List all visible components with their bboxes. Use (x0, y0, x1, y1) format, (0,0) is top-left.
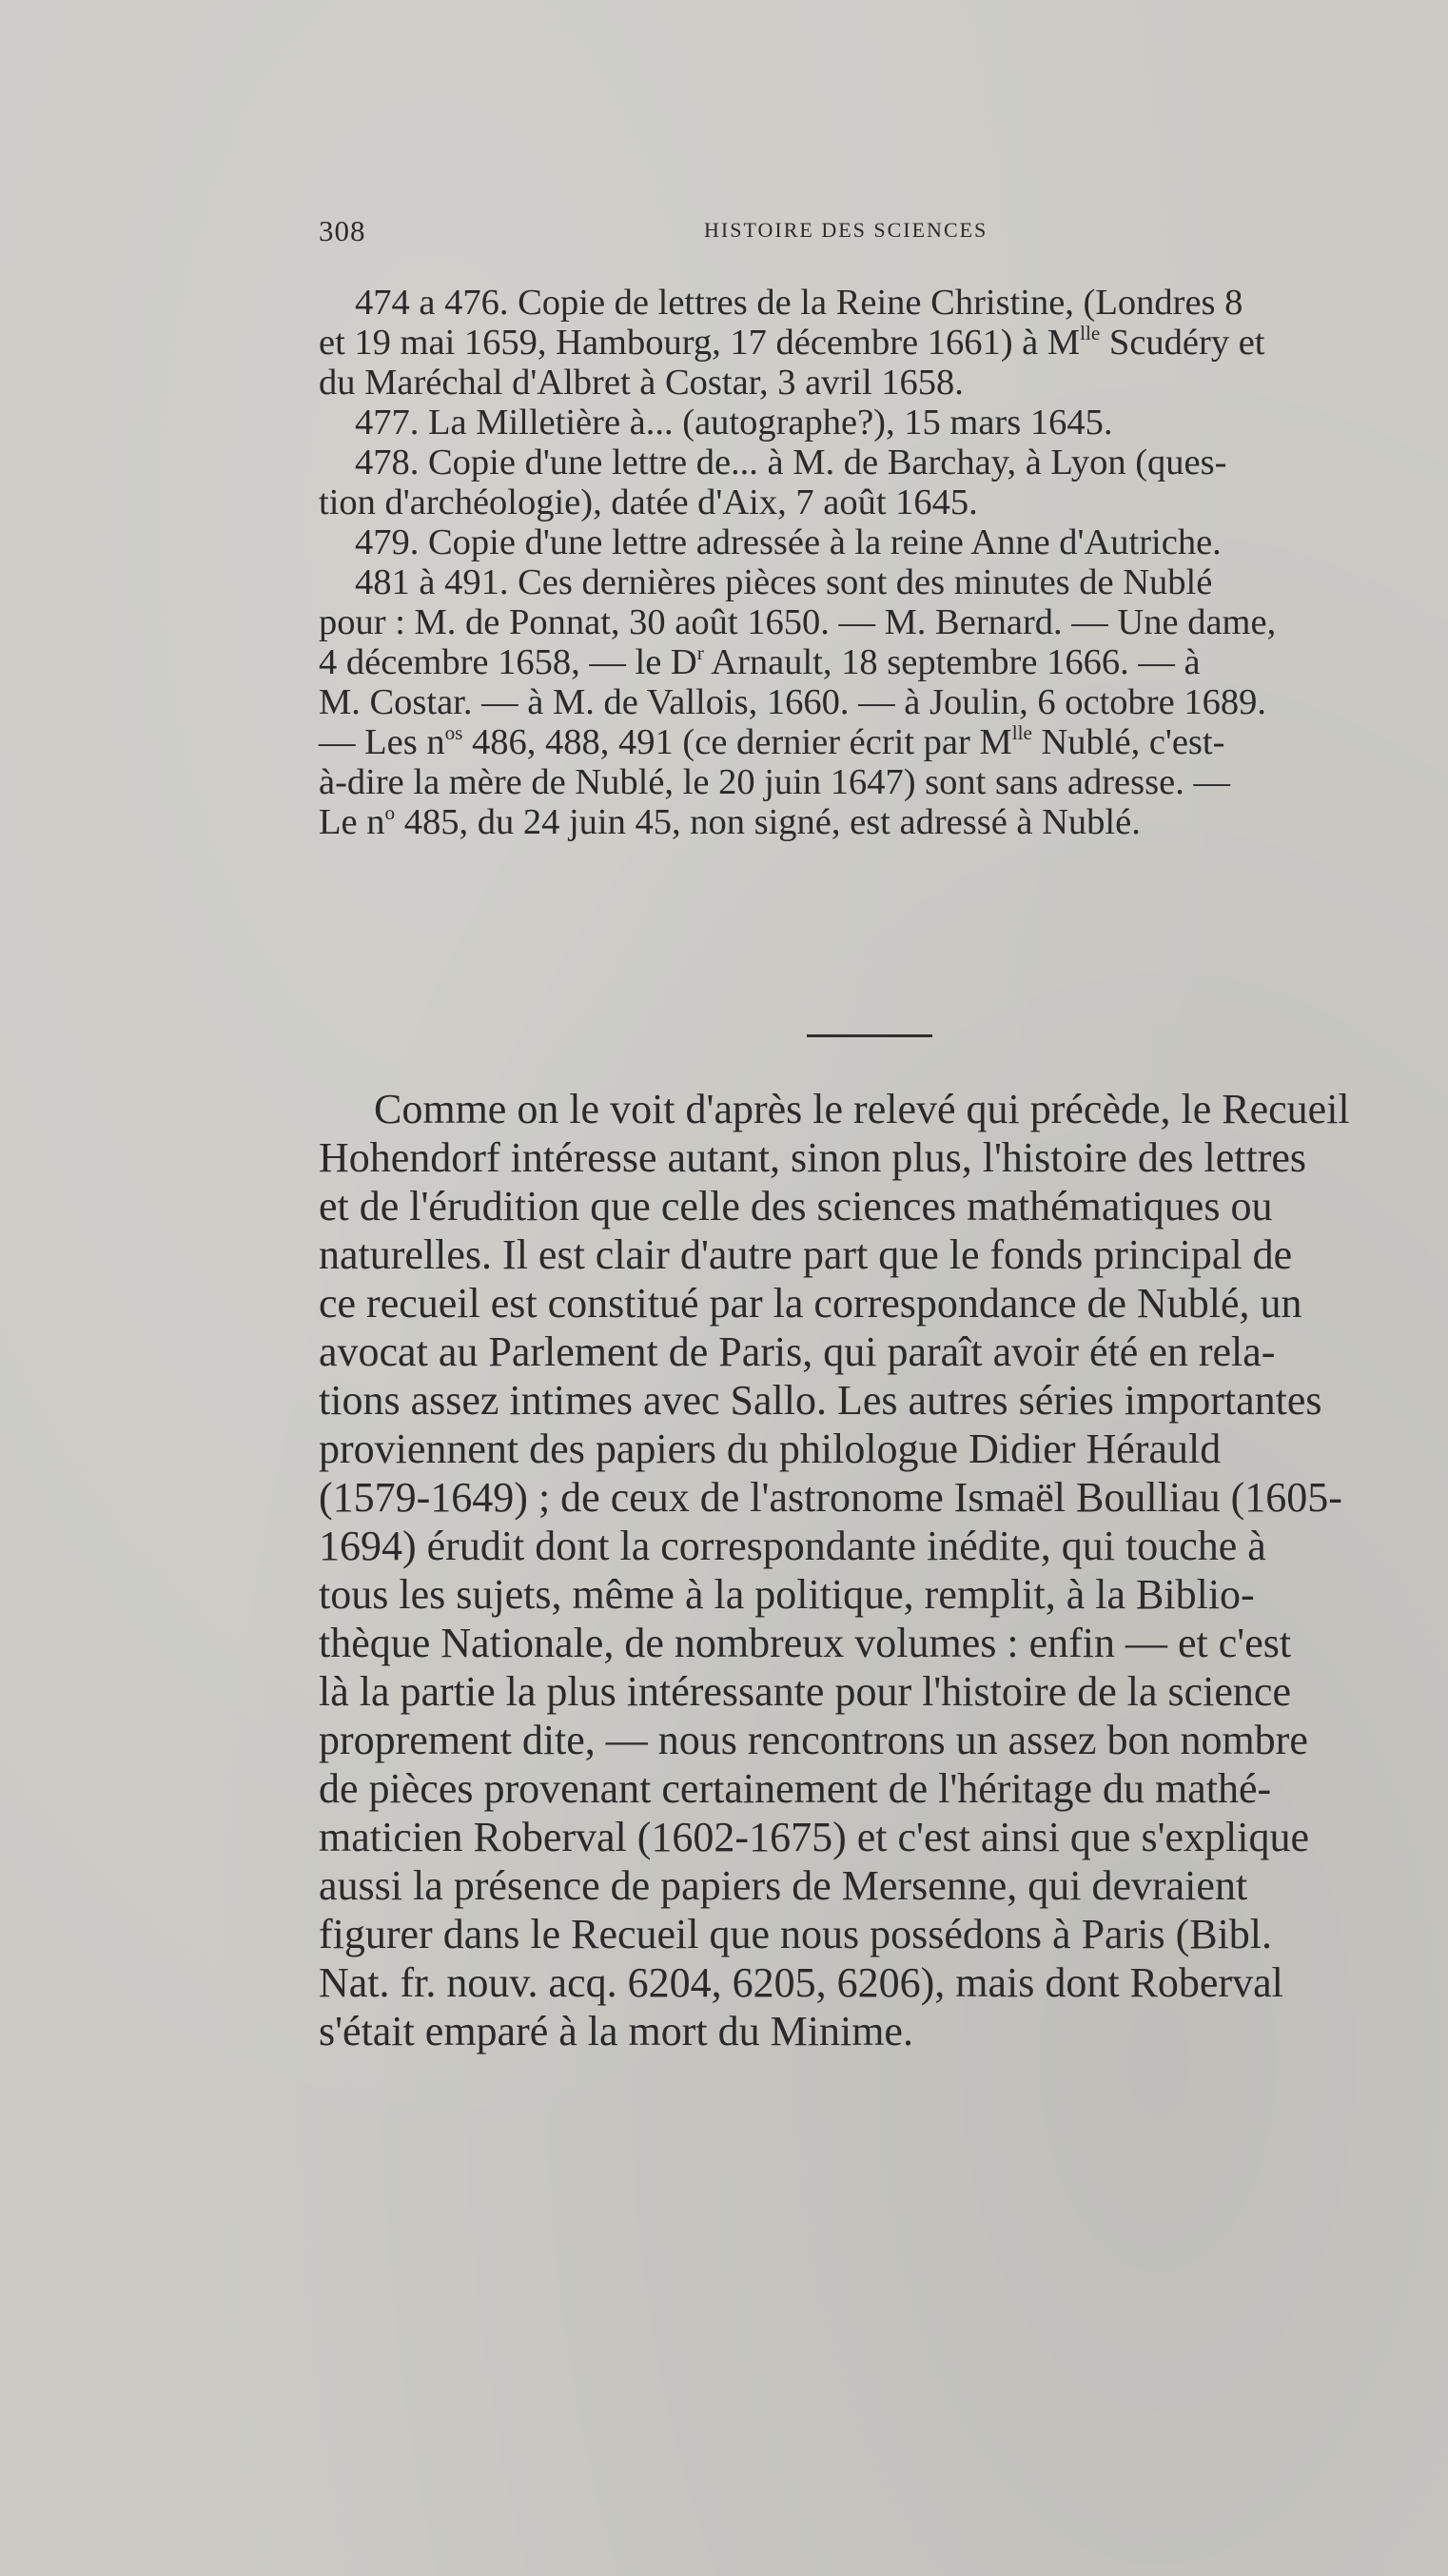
essay-line: s'était emparé à la mort du Minime. (319, 2008, 913, 2055)
essay-line: tous les sujets, même à la politique, remplit, à la Biblio- (319, 1571, 1255, 1618)
page-number: 308 (319, 214, 366, 247)
essay-line: 1694) érudit dont la correspondante inédite, qui touche à (319, 1523, 1266, 1569)
inventory-line: — Les $n^{os}$ 486, 488, 491 (ce dernier écrit par $M^{lle}$ Nublé, c'est- (319, 721, 1225, 762)
section-separator (807, 1034, 932, 1037)
inventory-line: et 19 mai 1659, Hambourg, 17 décembre 1661) à $M^{lle}$ Scudéry et (319, 322, 1265, 363)
inventory-line: 4 décembre 1658, — le $D^r$ Arnault, 18 septembre 1666. — à (319, 641, 1201, 682)
inventory-line: 481 à 491. Ces dernières pièces sont des minutes de Nublé (355, 562, 1213, 602)
inventory-line: pour : M. de Ponnat, 30 août 1650. — M. Bernard. — Une dame, (319, 602, 1277, 642)
essay-line: thèque Nationale, de nombreux volumes : enfin — et c'est (319, 1620, 1292, 1666)
essay-line: et de l'érudition que celle des sciences mathématiques ou (319, 1183, 1273, 1229)
essay-line: figurer dans le Recueil que nous possédons à Paris (Bibl. (319, 1911, 1273, 1957)
manuscript-inventory (319, 283, 1384, 842)
inventory-line: du Maréchal d'Albret à Costar, 3 avril 1658. (319, 363, 964, 403)
inventory-line: à-dire la mère de Nublé, le 20 juin 1647) sont sans adresse. — (319, 762, 1230, 802)
essay-line: proprement dite, — nous rencontrons un assez bon nombre (319, 1717, 1308, 1763)
essay-paragraph (319, 1085, 1403, 2055)
essay-line: Comme on le voit d'après le relevé qui précède, le Recueil (374, 1086, 1350, 1132)
inventory-line: M. Costar. — à M. de Vallois, 1660. — à Joulin, 6 octobre 1689. (319, 682, 1266, 722)
essay-line: là la partie la plus intéressante pour l'histoire de la science (319, 1668, 1291, 1715)
inventory-line: 478. Copie d'une lettre de... à M. de Barchay, à Lyon (ques- (355, 442, 1227, 482)
inventory-line: Le $n^o$ 485, du 24 juin 45, non signé, est adressé à Nublé. (319, 801, 1141, 842)
essay-line: Hohendorf intéresse autant, sinon plus, l'histoire des lettres (319, 1134, 1307, 1181)
essay-line: aussi la présence de papiers de Mersenne, qui devraient (319, 1862, 1248, 1909)
inventory-line: 479. Copie d'une lettre adressée à la reine Anne d'Autriche. (355, 522, 1222, 562)
essay-line: (1579-1649) ; de ceux de l'astronome Ismaël Boulliau (1605- (319, 1474, 1342, 1521)
running-head (319, 214, 1070, 252)
essay-line: ce recueil est constitué par la correspondance de Nublé, un (319, 1280, 1302, 1327)
essay-line: maticien Roberval (1602-1675) et c'est ainsi que s'explique (319, 1814, 1310, 1860)
essay-line: tions assez intimes avec Sallo. Les autres séries importantes (319, 1377, 1322, 1424)
inventory-line: 477. La Milletière à... (autographe?), 15 mars 1645. (355, 403, 1113, 442)
running-title: HISTOIRE DES SCIENCES (704, 218, 988, 242)
essay-line: avocat au Parlement de Paris, qui paraît avoir été en rela- (319, 1328, 1276, 1375)
inventory-line: tion d'archéologie), datée d'Aix, 7 août 1645. (319, 482, 978, 522)
inventory-line: 474 a 476. Copie de lettres de la Reine Christine, (Londres 8 (355, 283, 1243, 323)
essay-line: proviennent des papiers du philologue Didier Hérauld (319, 1426, 1222, 1472)
essay-line: de pièces provenant certainement de l'héritage du mathé- (319, 1765, 1272, 1812)
essay-line: naturelles. Il est clair d'autre part que le fonds principal de (319, 1231, 1293, 1278)
essay-line: Nat. fr. nouv. acq. 6204, 6205, 6206), mais dont Roberval (319, 1959, 1283, 2006)
